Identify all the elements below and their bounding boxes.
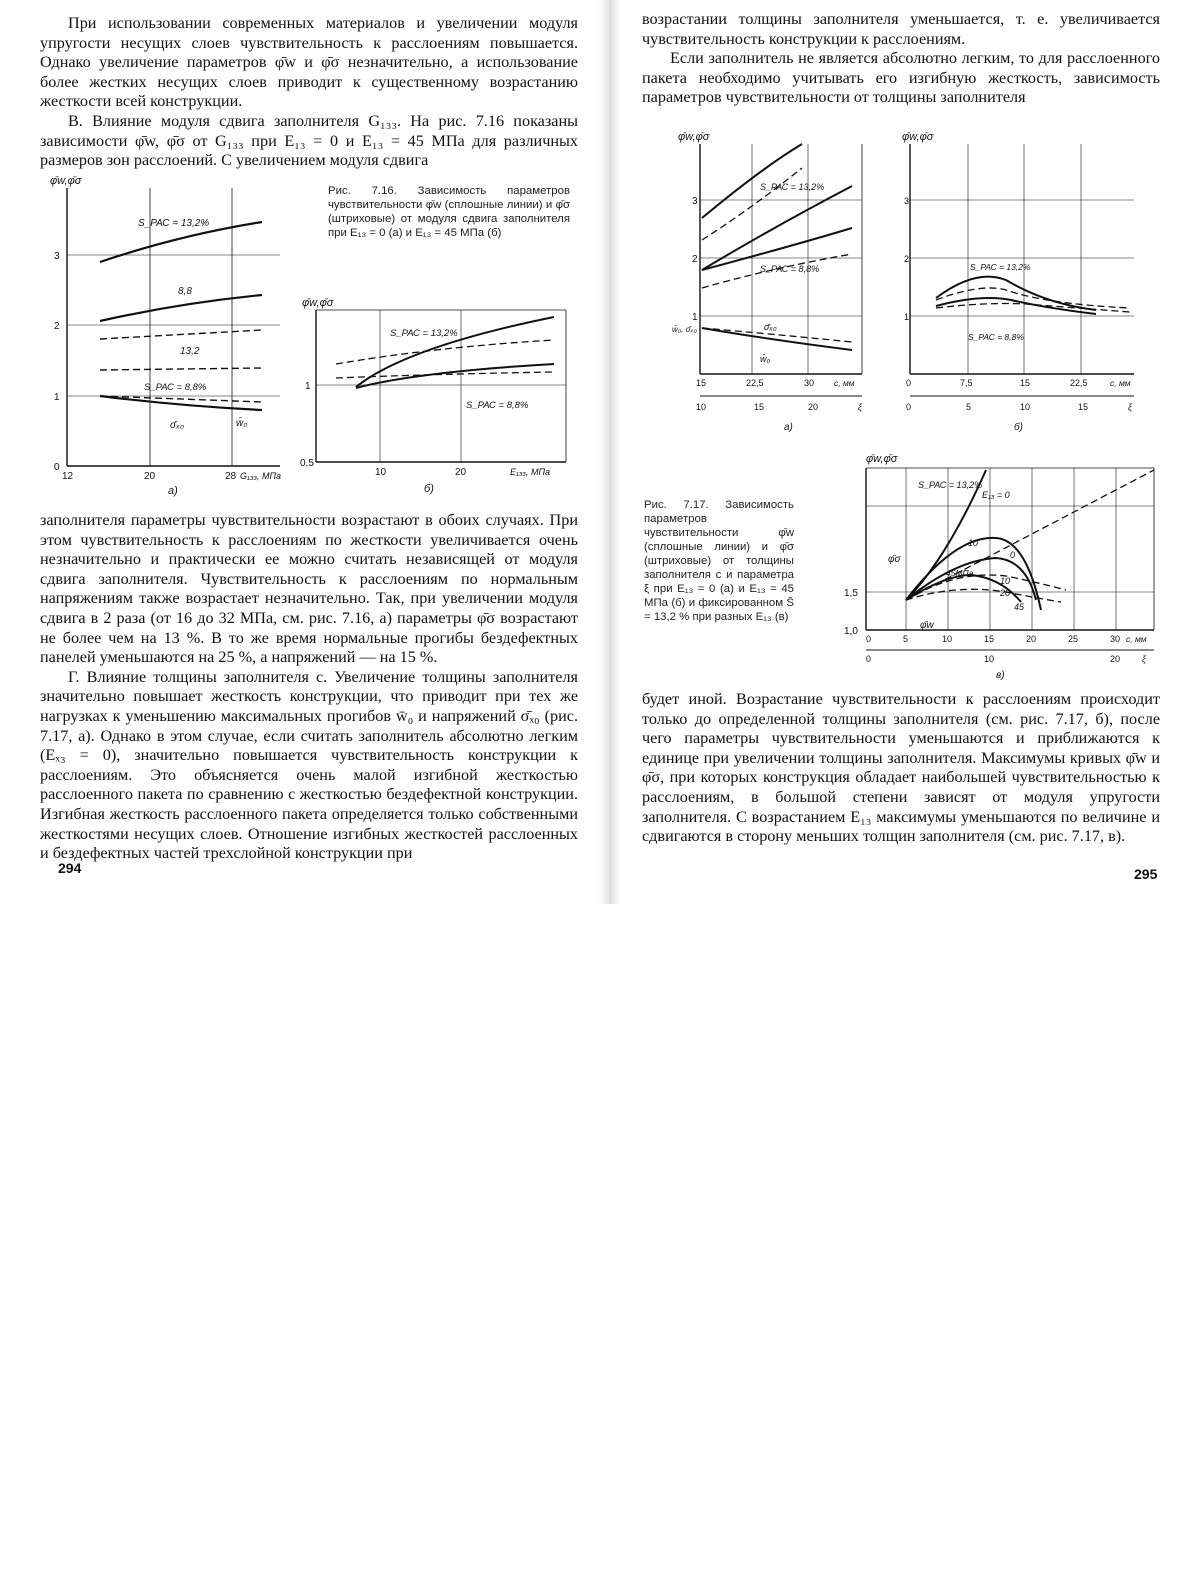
fig716b-xtick-1: 20 [455,467,467,478]
fig717c-xtick-c1: 5 [903,634,909,644]
fig717c-label-10b: 10 [1000,576,1011,586]
fig717a-xtick-xi2: 20 [808,402,819,412]
fig717b-xtick-xi2: 10 [1020,402,1031,412]
fig717c-xtick-xi0: 0 [866,654,872,664]
right-page-lower [618,690,1200,1594]
right-para-3: будет иной. Возрастание чувствительности к расслоениям происходит только до определенной толщины заполнителя (см. рис. 7.17, б), после чего параметры чувствительности уменьшаются и приближаются к единице при увеличении толщины заполнителя. Максимумы кривых φ̄w и φ̄σ, при которых конструкция обладает наибольшей чувствительностью к расслоениям, в большой степени зависят от модуля упругости заполнителя. С возрастанием E₁₃ максимумы уменьшаются по величине и сдвигаются в сторону меньших толщин заполнителя (см. рис. 7.17, в). [642,690,1160,846]
figure-7-16-caption: Рис. 7.16. Зависимость параметров чувствительности φ̄w (сплошные линии) и φ̄σ (штриховые) от модуля сдвига заполнителя при E₁₃ = 0 (а) и E₁₃ = 45 МПа (б) [328,185,570,239]
fig717a-xtick-xi1: 15 [754,402,765,412]
fig716a-xtick-2: 28 [225,471,237,482]
fig716a-xtick-1: 20 [144,471,156,482]
fig716a-label-132: 13,2 [180,346,200,357]
figure-7-16b [296,292,586,502]
fig716a-ytick-1: 1 [54,392,60,403]
figure-7-17c [836,450,1166,686]
fig716a-ytick-2: 2 [54,321,60,332]
fig717b-label-s132: S_РАС = 13,2% [970,262,1031,272]
fig717a-ytick-2: 2 [692,254,698,265]
fig717c-ylabel: φ̄w,φ̄σ [866,453,898,465]
fig716b-ytick-1: 1 [305,381,311,392]
fig717c-xunit-xi: ξ [1142,654,1147,664]
fig717c-label-45: 45МПа [946,568,974,578]
fig717a-label-sigma: σ̄ₓ₀ [764,322,777,332]
fig716a-label-sigma: σ̄ₓ₀ [170,420,185,431]
left-para-1: При использовании современных материалов и увеличении модуля упругости несущих слоев чувствительность к расслоениям повышается. Однако увеличение параметров φ̄w и φ̄σ незначительно, а использование более жестких несущих слоев приводит к существенному возрастанию жесткости всей конструкции. [40,14,578,111]
fig717c-xunit-c: c, мм [1126,634,1147,644]
fig717c-xtick-c4: 20 [1026,634,1037,644]
fig717c-xtick-c6: 30 [1110,634,1121,644]
fig717b-label-s88: S_РАС = 8,8% [968,332,1024,342]
fig717b-xtick-c2: 15 [1020,378,1031,388]
fig717c-ytick-1: 1,5 [844,588,858,599]
right-para-2: Если заполнитель не является абсолютно легким, то для расслоенного пакета необходимо учитывать его изгибную жесткость, зависимость параметров чувствительности от толщины заполнителя [642,49,1160,107]
figure-7-16a [40,170,300,500]
fig716a-sublabel: а) [168,485,178,497]
fig717a-sublabel: а) [784,422,793,433]
right-page-number: 295 [1134,866,1158,882]
fig717a-xunit-xi: ξ [858,402,863,412]
fig717b-xunit-xi: ξ [1128,402,1133,412]
fig716a-label-s88: S_РАС = 8,8% [144,382,207,393]
fig716a-ytick-3: 3 [54,251,60,262]
fig717b-ylabel: φ̄w,φ̄σ [902,131,934,143]
fig716a-ytick-0: 0 [54,462,60,473]
fig717a-xtick-c1: 22,5 [746,378,764,388]
fig717c-sublabel: в) [996,670,1005,681]
fig716b-ytick-0: 0,5 [300,458,314,469]
fig717b-xtick-c1: 7,5 [960,378,973,388]
left-para-4: Г. Влияние толщины заполнителя c. Увеличение толщины заполнителя значительно повышает жесткость конструкции, что приводит при тех же нагрузках к уменьшению максимальных прогибов w̄₀ и напряжений σ̄ₓ₀ (рис. 7.17, а). Однако в этом случае, если считать заполнитель абсолютно легким (Eₓ₃ = 0), значительно повышается чувствительность конструкции к расслоениям. Это объясняется очень малой изгибной жесткостью расслоенного пакета по сравнению с жесткостью бездефектной конструкции. Изгибная жесткость расслоенного пакета определяется только собственными жесткостями несущих слоев. Отношение изгибных жесткостей расслоенных и бездефектных частей трехслойной конструкции при [40,667,578,863]
fig717c-label-phiw: φ̄w [920,620,934,631]
fig716b-ylabel: φ̄w,φ̄σ [302,297,334,309]
fig717a-y0label: w̄₀, σ̄ₓ₀ [672,325,697,334]
fig716a-xlabel: G₁₃₃, МПа [240,471,282,481]
fig717a-xtick-c2: 30 [804,378,815,388]
fig716a-label-88: 8,8 [178,286,192,297]
fig717c-xtick-c5: 25 [1068,634,1079,644]
left-para-3: заполнителя параметры чувствительности возрастают в обоих случаях. При этом чувствительность к расслоениям по жесткости увеличивается очень незначительно и практически ее можно считать независящей от модуля сдвига заполнителя. Чувствительность к расслоениям по нормальным напряжениям также возрастает незначительно. Так, при увеличении модуля сдвига в 2 раза (от 16 до 32 МПа, см. рис. 7.16, а) параметры φ̄σ возрастают не более чем на 13 %. В то же время нормальные прогибы бездефектных панелей уменьшаются на 25 %, а напряжений — на 15 %. [40,511,578,667]
fig716a-xtick-0: 12 [62,471,74,482]
fig717b-xtick-xi3: 15 [1078,402,1089,412]
fig717a-xtick-xi0: 10 [696,402,707,412]
figure-7-17b [896,128,1166,438]
left-page-number: 294 [58,860,82,876]
figure-7-17a [672,128,882,438]
fig717a-label-s132: S_РАС = 13,2% [760,182,825,192]
fig717a-xunit-c: c, мм [834,378,855,388]
book-gutter [598,0,620,904]
fig717b-ytick-2: 2 [904,254,910,264]
fig717c-label-45b: 45 [1014,602,1025,612]
fig717b-ytick-1: 1 [904,312,910,322]
fig717b-sublabel: б) [1014,422,1023,433]
fig717c-label-phis: φ̄σ [888,554,901,565]
fig717a-ylabel: φ̄w,φ̄σ [678,131,710,143]
fig717a-ytick-1: 1 [692,312,698,323]
left-para-2: В. Влияние модуля сдвига заполнителя G₁₃₃. На рис. 7.16 показаны зависимости φ̄w, φ̄σ от G₁₃₃ при E₁₃ = 0 и E₁₃ = 45 МПа для различных размеров зон расслоений. С увеличением модуля сдвига [40,111,578,170]
figure-7-17-caption: Рис. 7.17. Зависимость параметров чувствительности φ̄w (сплошные линии) и φ̄σ (штриховые) от толщины заполнителя c и параметра ξ при E₁₃ = 0 (а) и E₁₃ = 45 МПа (б) и фиксированном S̄ = 13,2 % при разных E₁₃ (в) [644,499,794,623]
fig717b-xtick-c0: 0 [906,378,912,388]
fig717c-xtick-xi1: 10 [984,654,995,664]
fig717c-ytick-0: 1,0 [844,626,858,637]
fig717a-label-w: w̄₀ [760,354,771,364]
fig717a-label-s88: S_РАС = 8,8% [760,264,820,274]
fig716b-xlabel: E₁₃₃, МПа [510,467,551,477]
fig716b-sublabel: б) [424,483,434,495]
fig716b-xtick-0: 10 [375,467,387,478]
fig717b-xtick-c3: 22,5 [1070,378,1088,388]
fig717c-xtick-c2: 10 [942,634,953,644]
fig717c-label-0: 0 [1010,550,1016,560]
fig716b-label-s88: S_РАС = 8,8% [466,400,529,411]
fig717b-xunit-c: c, мм [1110,378,1131,388]
fig717b-ytick-3: 3 [904,196,910,206]
fig717a-ytick-3: 3 [692,196,698,207]
left-page-lower [0,511,600,1415]
right-para-1: возрастании толщины заполнителя уменьшается, т. е. увеличивается чувствительность конструкции к расслоениям. [642,10,1160,48]
fig717c-label-s: S_РАС = 13,2% [918,480,983,490]
fig716a-label-w: w̄₀ [236,418,248,429]
fig717a-xtick-c0: 15 [696,378,707,388]
fig717b-xtick-xi0: 0 [906,402,912,412]
fig717c-label-20: 20 [1000,588,1011,598]
fig717c-xtick-c0: 0 [866,634,872,644]
fig717b-xtick-xi1: 5 [966,402,972,412]
fig717c-xtick-xi2: 20 [1110,654,1121,664]
fig717c-label-e0: E₁₃ = 0 [982,490,1010,500]
fig716b-label-s132: S_РАС = 13,2% [390,328,458,339]
fig716a-label-s132: S_РАС = 13,2% [138,218,210,229]
fig717c-xtick-c3: 15 [984,634,995,644]
fig717c-label-10a: 10 [968,538,979,548]
fig716a-ylabel: φ̄w,φ̄σ [50,175,82,187]
